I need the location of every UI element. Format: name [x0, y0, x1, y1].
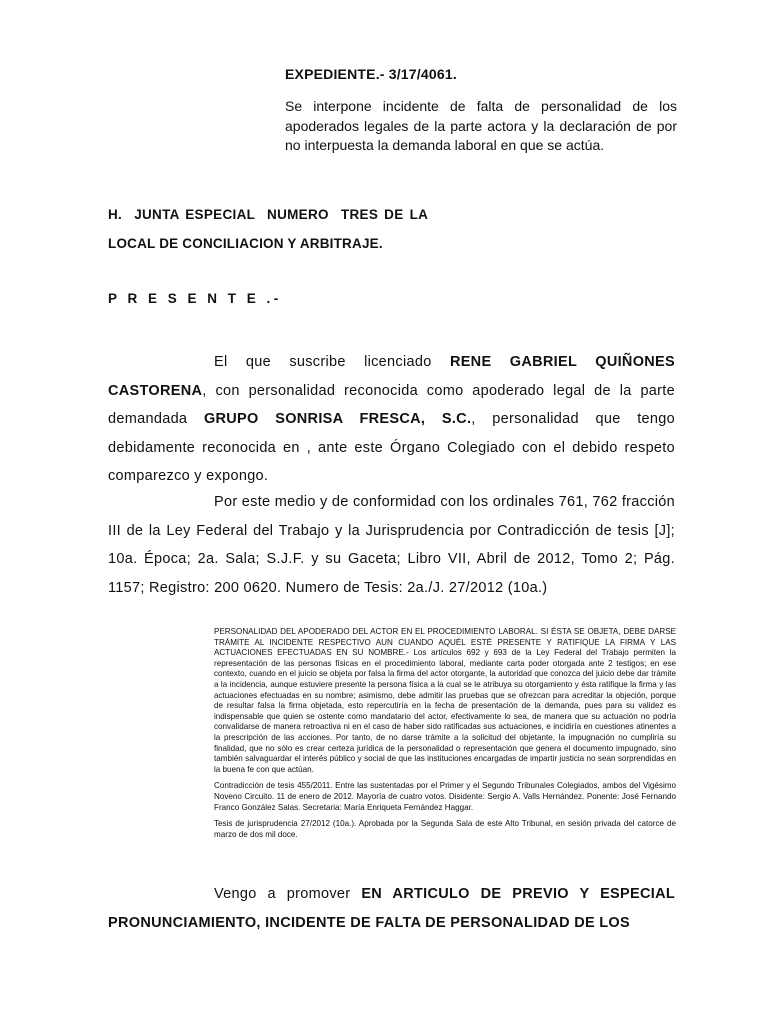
paragraph-legal-basis [108, 488, 675, 602]
paragraph-appearance [108, 348, 675, 491]
paragraph-appearance-intro: El que suscribe licenciado [214, 354, 450, 370]
jurisprudence-main [214, 627, 676, 775]
addressee-line-2: LOCAL DE CONCILIACION Y ARBITRAJE. [108, 236, 383, 251]
addressee-line-1: H. JUNTA ESPECIAL NUMERO TRES DE LA [108, 207, 429, 222]
paragraph-incident [108, 880, 675, 937]
jurisprudence-body: Los artículos 692 y 693 de la Ley Federal del Trabajo permiten la representación de las personas físicas en el procedimiento laboral, mediante carta poder otorgada ante 2 testigos; en ese contexto, cuando en el juicio se objeta por falsa la firma del actor otorgante, la autoridad que conozca del juicio debe dar trámite a la incidencia, aunque estuviere presente la persona física a la cual se le atribuya su otorgamiento y ésta ratifique la firma y las actuaciones efectuadas en su nombre; asimismo, debe admitir las pruebas que se ofrezcan para acreditar la objeción, porque de resultar falsa la firma objetada, esto repercutiría en la fecha de presentación de la demanda, pues para su validez es indispensable que quien se ostente como mandatario del actor, efectivamente lo sea, de manera que su actuación no podría convalidarse de manera retroactiva ni en el caso de haber sido ratificadas sus actuaciones, e incidiría en cuestiones atinentes a la prescripción de las acciones. Por tanto, de no darse trámite a la solicitud del objetante, la impugnación no cumpliría su finalidad, que no sólo es crear certeza jurídica de la personalidad o representación que genera el documento impugnado, sino también salvaguardar el interés público y social de que las instituciones encargadas de impartir justicia no sean sorprendidas en la buena fe con que actúan. [214, 648, 676, 774]
jurisprudence-title: PERSONALIDAD DEL APODERADO DEL ACTOR EN EL PROCEDIMIENTO LABORAL. SI ÉSTA SE OBJETA, DEBE DARSE TRÁMITE AL INCIDENTE RESPECTIVO AUN CUANDO AQUÉL ESTÉ PRESENTE Y RATIFIQUE LA FIRMA Y LAS ACTUACIONES EFECTUADAS EN SU NOMBRE.- [214, 627, 676, 658]
paragraph-incident-intro: Vengo a promover [214, 886, 362, 902]
case-summary: Se interpone incidente de falta de personalidad de los apoderados legales de la parte actora y la declaración de por no interpuesta la demanda laboral en que se actúa. [285, 98, 677, 153]
paragraph-appearance-mid: , con personalidad reconocida como apoderado legal de la parte demandada [108, 382, 675, 427]
paragraph-appearance-rest: , personalidad que tengo debidamente reconocida en , ante este Órgano Colegiado con el debido respeto comparezco y expongo. [108, 411, 676, 484]
jurisprudence-approval: Tesis de jurisprudencia 27/2012 (10a.). Aprobada por la Segunda Sala de este Alto Tribunal, en sesión privada del catorce de marzo de dos mil doce. [214, 819, 676, 839]
jurisprudence-quote [214, 627, 676, 846]
attorney-name: RENE GABRIEL QUIÑONES CASTORENA [108, 354, 675, 399]
paragraph-incident-bold: EN ARTICULO DE PREVIO Y ESPECIAL PRONUNCIAMIENTO, INCIDENTE DE FALTA DE PERSONALIDAD DE LOS [108, 886, 676, 931]
case-number: EXPEDIENTE.- 3/17/4061. [285, 66, 457, 82]
company-name: GRUPO SONRISA FRESCA, S.C. [203, 411, 472, 427]
paragraph-legal-basis-text: Por este medio y de conformidad con los ordinales 761, 762 fracción III de la Ley Federal del Trabajo y la Jurisprudencia por Contradicción de tesis [J]; 10a. Época; 2a. Sala; S.J.F. y su Gaceta; Libro VII, Abril de 2012, Tomo 2; Pág. 1157; Registro: 200 0620. Numero de Tesis: 2a./J. 27/2012 (10a.) [108, 494, 675, 596]
jurisprudence-precedent: Contradicción de tesis 455/2011. Entre las sustentadas por el Primer y el Segundo Tribunales Colegiados, ambos del Vigésimo Noveno Circuito. 11 de enero de 2012. Mayoría de cuatro votos. Disidente: Sergio A. Valls Hernández. Ponente: José Fernando Franco González Salas. Secretaria: María Enriqueta Fernández Haggar. [214, 781, 676, 812]
presente-heading: P R E S E N T E .- [108, 291, 282, 306]
